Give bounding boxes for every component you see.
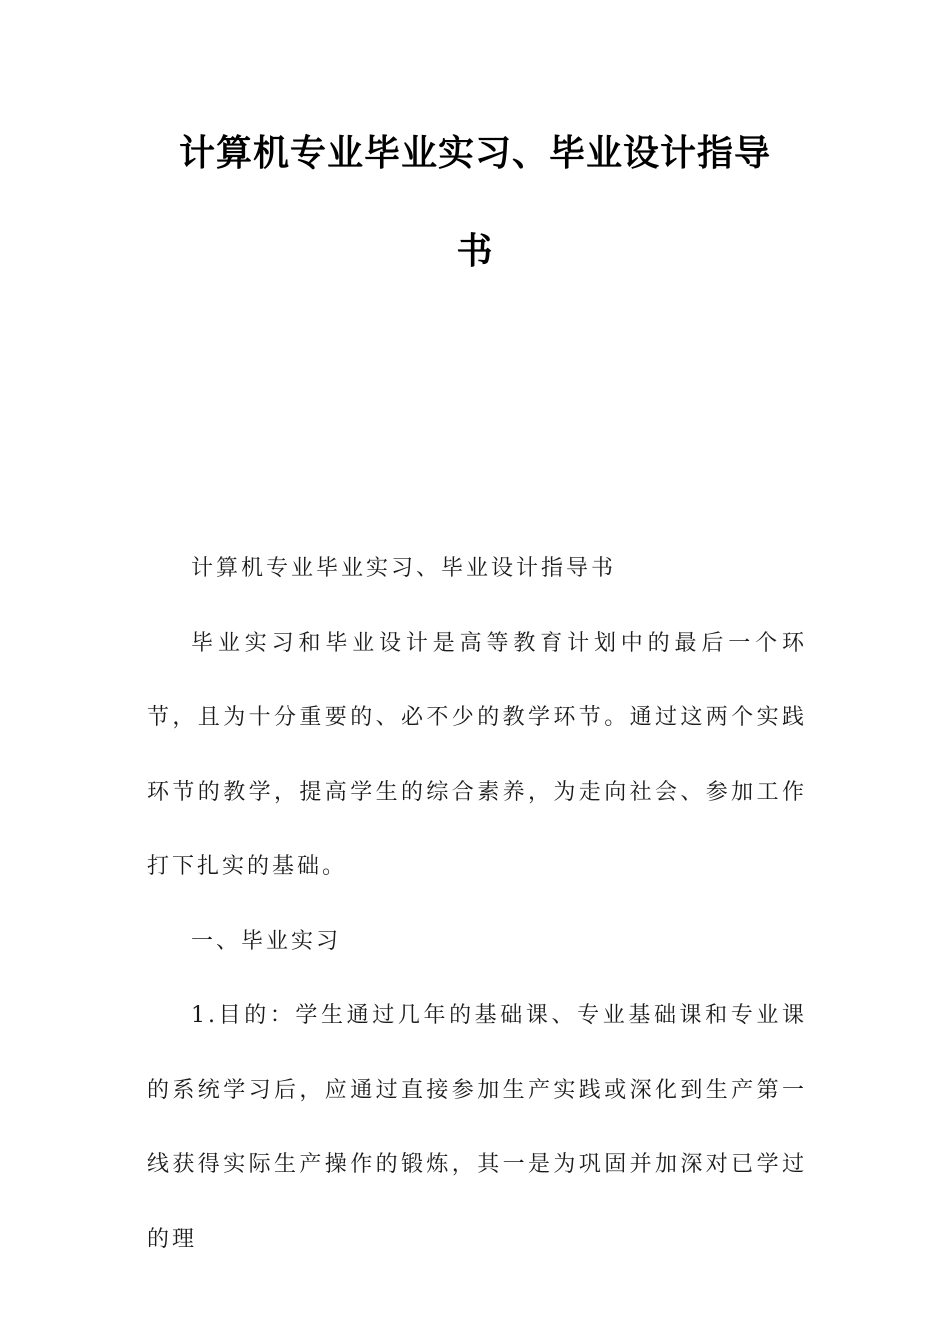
document-title-line-1: 计算机专业毕业实习、毕业设计指导 bbox=[178, 133, 771, 174]
section-heading-internship: 一、毕业实习 bbox=[191, 928, 342, 954]
paragraph-subtitle: 计算机专业毕业实习、毕业设计指导书 bbox=[191, 556, 617, 581]
paragraph-purpose: 1.目的：学生通过几年的基础课、专业基础课和专业课的系统学习后，应通过直接参加生产实践或深化到生产第一线获得实际生产操作的锻炼，其一是为巩固并加深对已学过的理 bbox=[147, 1003, 807, 1252]
document-body bbox=[147, 532, 807, 1277]
document-title-line-2: 书 bbox=[456, 231, 494, 272]
paragraph-intro: 毕业实习和毕业设计是高等教育计划中的最后一个环节，且为十分重要的、必不少的教学环节。通过这两个实践环节的教学，提高学生的综合素养，为走向社会、参加工作打下扎实的基础。 bbox=[147, 630, 807, 879]
